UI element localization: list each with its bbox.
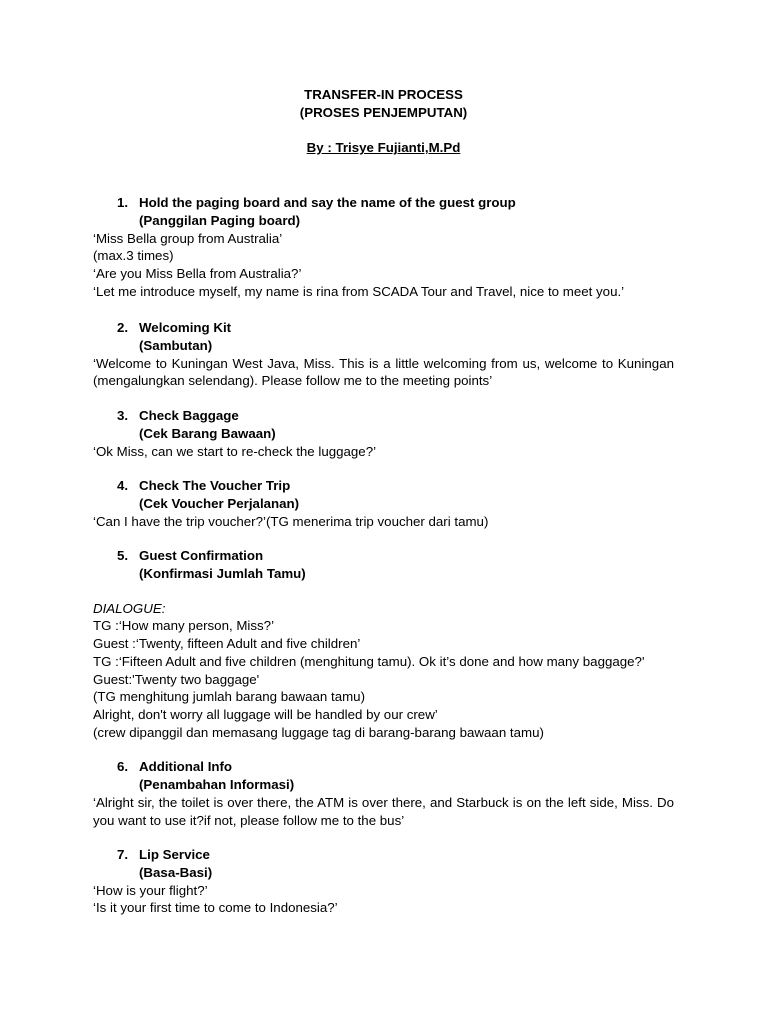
section-5 bbox=[93, 547, 674, 582]
section-heading bbox=[93, 846, 674, 864]
section-subtitle: (Cek Voucher Perjalanan) bbox=[139, 495, 300, 511]
document-title: TRANSFER-IN PROCESS bbox=[304, 87, 463, 102]
section-subtitle: (Basa-Basi) bbox=[139, 864, 213, 880]
body-paragraph: ‘Welcome to Kuningan West Java, Miss. This is a little welcoming from us, welcome to Kuningan (mengalungkan selendang). Please follow me to the meeting points’ bbox=[93, 355, 674, 389]
body-line: ‘Miss Bella group from Australia’ bbox=[93, 230, 283, 246]
dialogue-line: TG :‘How many person, Miss?’ bbox=[93, 618, 275, 634]
dialogue-line: TG :‘Fifteen Adult and five children (menghitung tamu). Ok it’s done and how many baggage?' bbox=[93, 653, 645, 669]
section-title: Check Baggage bbox=[139, 408, 239, 424]
section-title: Additional Info bbox=[139, 759, 233, 775]
document-page bbox=[93, 86, 674, 917]
section-number: 1. bbox=[117, 195, 129, 211]
dialogue-line: (crew dipanggil dan memasang luggage tag di barang-barang bawaan tamu) bbox=[93, 724, 544, 740]
section-subtitle: (Sambutan) bbox=[139, 338, 213, 354]
body-line: (max.3 times) bbox=[93, 248, 174, 264]
section-subtitle: (Cek Barang Bawaan) bbox=[139, 425, 276, 441]
dialogue-label: DIALOGUE: bbox=[93, 600, 166, 616]
body-line: ‘Let me introduce myself, my name is rina from SCADA Tour and Travel, nice to meet you.’ bbox=[93, 283, 625, 299]
section-4 bbox=[93, 477, 674, 530]
author-byline: By : Trisye Fujianti,M.Pd bbox=[306, 140, 461, 156]
section-title: Welcoming Kit bbox=[139, 320, 232, 336]
section-7 bbox=[93, 846, 674, 917]
section-6 bbox=[93, 758, 674, 829]
body-line: ‘Are you Miss Bella from Australia?’ bbox=[93, 265, 302, 281]
section-title: Hold the paging board and say the name of the guest group bbox=[139, 195, 516, 211]
section-3 bbox=[93, 407, 674, 460]
dialogue-line: (TG menghitung jumlah barang bawaan tamu) bbox=[93, 689, 365, 705]
section-subtitle: (Panggilan Paging board) bbox=[139, 212, 301, 228]
section-heading bbox=[93, 319, 674, 337]
dialogue-line: Guest :‘Twenty, fifteen Adult and five children’ bbox=[93, 636, 361, 652]
body-line: ‘Can I have the trip voucher?’(TG menerima trip voucher dari tamu) bbox=[93, 513, 489, 529]
dialogue-line: Guest:'Twenty two baggage' bbox=[93, 671, 260, 687]
body-paragraph: ‘Alright sir, the toilet is over there, the ATM is over there, and Starbuck is on the left side, Miss. Do you want to use it?if not, please follow me to the bus’ bbox=[93, 794, 674, 828]
section-number: 4. bbox=[117, 478, 129, 494]
section-number: 3. bbox=[117, 408, 129, 424]
body-line: ‘Is it your first time to come to Indonesia?’ bbox=[93, 900, 338, 916]
section-heading bbox=[93, 194, 674, 212]
section-title: Lip Service bbox=[139, 847, 210, 863]
section-heading bbox=[93, 407, 674, 425]
section-heading bbox=[93, 477, 674, 495]
section-heading bbox=[93, 547, 674, 565]
section-title: Check The Voucher Trip bbox=[139, 478, 291, 494]
section-number: 2. bbox=[117, 320, 129, 336]
section-subtitle: (Konfirmasi Jumlah Tamu) bbox=[139, 566, 306, 582]
body-line: ‘How is your flight?’ bbox=[93, 882, 208, 898]
section-2 bbox=[93, 319, 674, 390]
body-line: ‘Ok Miss, can we start to re-check the luggage?’ bbox=[93, 443, 377, 459]
document-subtitle: (PROSES PENJEMPUTAN) bbox=[299, 104, 468, 120]
section-subtitle: (Penambahan Informasi) bbox=[139, 777, 295, 793]
section-heading bbox=[93, 758, 674, 776]
section-number: 5. bbox=[117, 548, 129, 564]
section-number: 6. bbox=[117, 759, 129, 775]
section-number: 7. bbox=[117, 847, 129, 863]
section-title: Guest Confirmation bbox=[139, 548, 264, 564]
section-1 bbox=[93, 194, 674, 300]
dialogue-block bbox=[93, 600, 674, 742]
dialogue-line: Alright, don't worry all luggage will be handled by our crew’ bbox=[93, 706, 438, 722]
